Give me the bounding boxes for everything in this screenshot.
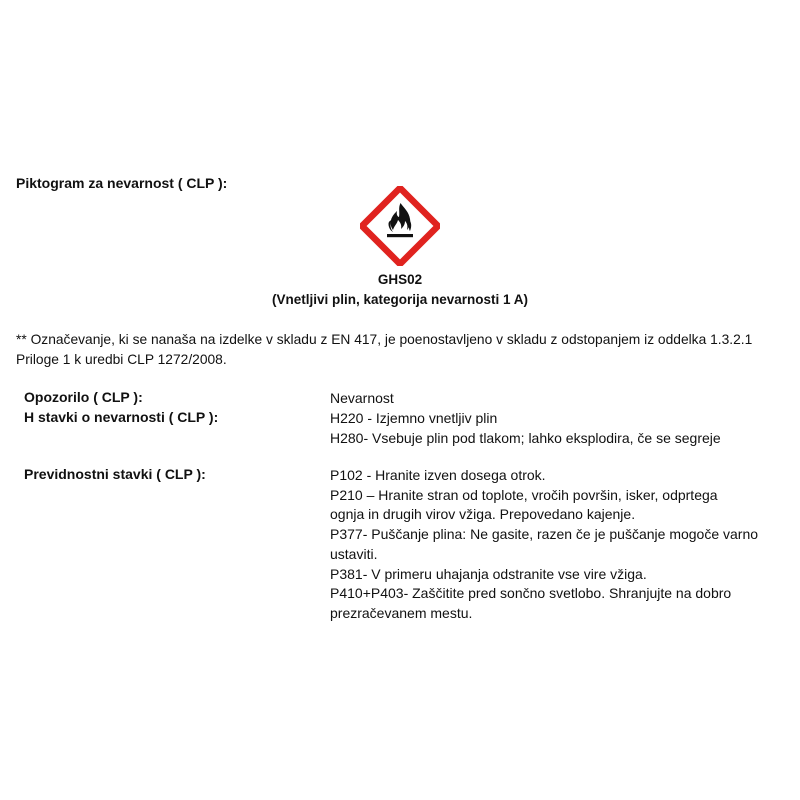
note-line: ** Označevanje, ki se nanaša na izdelke v skladu z EN 417, je poenostavljeno v skladu z odstopanjem iz oddelka 1.3.2.1 bbox=[16, 332, 753, 347]
hazard-statements-list bbox=[330, 409, 721, 448]
pictogram-heading: Piktogram za nevarnost ( CLP ): bbox=[16, 175, 228, 191]
precautionary-statement: ognja in drugih virov vžiga. Prepovedano kajenje. bbox=[330, 506, 636, 523]
hazard-statement: H280- Vsebuje plin pod tlakom; lahko eksplodira, če se segreje bbox=[330, 429, 721, 446]
signal-word-label: Opozorilo ( CLP ): bbox=[24, 389, 143, 405]
ghs02-flame-pictogram bbox=[360, 186, 440, 266]
precautionary-statement: P377- Puščanje plina: Ne gasite, razen če je puščanje mogoče varno bbox=[330, 526, 759, 543]
pictogram-red-diamond bbox=[362, 188, 438, 264]
labeling-note bbox=[16, 330, 798, 370]
hazard-statements-label: H stavki o nevarnosti ( CLP ): bbox=[24, 409, 219, 425]
precautionary-statement: P102 - Hranite izven dosega otrok. bbox=[330, 467, 546, 483]
signal-word-value: Nevarnost bbox=[330, 390, 394, 406]
pictogram-code: GHS02 bbox=[377, 272, 423, 287]
pictogram-description: (Vnetljivi plin, kategorija nevarnosti 1 A) bbox=[271, 292, 529, 307]
precautionary-statements-label: Previdnostni stavki ( CLP ): bbox=[24, 466, 206, 482]
hazard-statement: H220 - Izjemno vnetljiv plin bbox=[330, 410, 498, 426]
note-line: Priloge 1 k uredbi CLP 1272/2008. bbox=[16, 352, 227, 367]
precautionary-statement: prezračevanem mestu. bbox=[330, 604, 473, 621]
precautionary-statement: P410+P403- Zaščitite pred sončno svetlobo. Shranjujte na dobro bbox=[330, 585, 732, 602]
precautionary-statements-list bbox=[330, 466, 790, 624]
precautionary-statement: P381- V primeru uhajanja odstranite vse vire vžiga. bbox=[330, 565, 647, 582]
precautionary-statement: P210 – Hranite stran od toplote, vročih površin, isker, odprtega bbox=[330, 486, 718, 503]
precautionary-statement: ustaviti. bbox=[330, 545, 378, 562]
